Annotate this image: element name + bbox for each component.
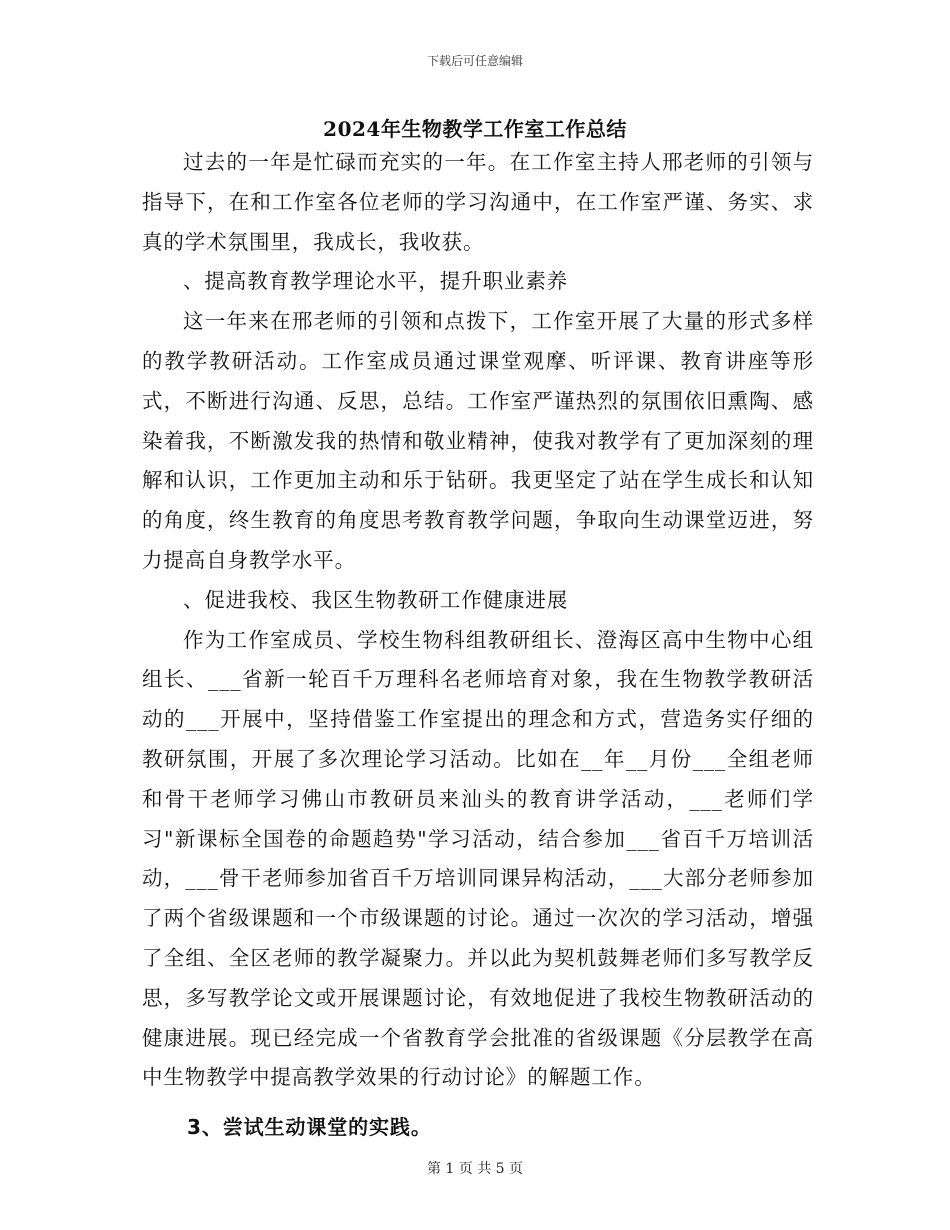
section-heading-1: 、提高教育教学理论水平，提升职业素养 (183, 269, 569, 294)
section-heading-3: 3、尝试生动课堂的实践。 (187, 1115, 432, 1140)
paragraph-section-1: 这一年来在邢老师的引领和点拨下，工作室开展了大量的形式多样的教学教研活动。工作室成员通过课堂观摩、听评课、教育讲座等形式，不断进行沟通、反思，总结。工作室严谨热烈的氛围依旧熏陶、感染着我，不断激发我的热情和敬业精神，使我对教学有了更加深刻的理解和认识，工作更加主动和乐于钻研。我更坚定了站在学生成长和认知的角度，终生教育的角度思考教育教学问题，争取向生动课堂迈进，努力提高自身教学水平。 (142, 309, 814, 572)
paragraph-intro: 过去的一年是忙碌而充实的一年。在工作室主持人邢老师的引领与指导下，在和工作室各位老师的学习沟通中，在工作室严谨、务实、求真的学术氛围里，我成长，我收获。 (142, 150, 814, 254)
document-title: 2024年生物教学工作室工作总结 (323, 117, 627, 141)
header-note: 下载后可任意编辑 (426, 54, 523, 68)
paragraph-section-2: 作为工作室成员、学校生物科组教研组长、澄海区高中生物中心组组长、___省新一轮百千万理科名老师培育对象，我在生物教学教研活动的___开展中，坚持借鉴工作室提出的理念和方式，营造务实仔细的教研氛围，开展了多次理论学习活动。比如在__年__月份___全组老师和骨干老师学习佛山市教研员来汕头的教育讲学活动，___老师们学习"新课标全国卷的命题趋势"学习活动，结合参加___省百千万培训活动，___骨干老师参加省百千万培训同课异构活动，___大部分老师参加了两个省级课题和一个市级课题的讨论。通过一次次的学习活动，增强了全组、全区老师的教学凝聚力。并以此为契机鼓舞老师们多写教学反思，多写教学论文或开展课题讨论，有效地促进了我校生物教研活动的健康进展。现已经完成一个省教育学会批准的省级课题《分层教学在高中生物教学中提高教学效果的行动讨论》的解题工作。 (142, 627, 814, 1090)
document-body (142, 143, 814, 1148)
page-number: 第 1 页 共 5 页 (426, 1161, 524, 1177)
section-heading-2: 、促进我校、我区生物教研工作健康进展 (183, 587, 569, 612)
